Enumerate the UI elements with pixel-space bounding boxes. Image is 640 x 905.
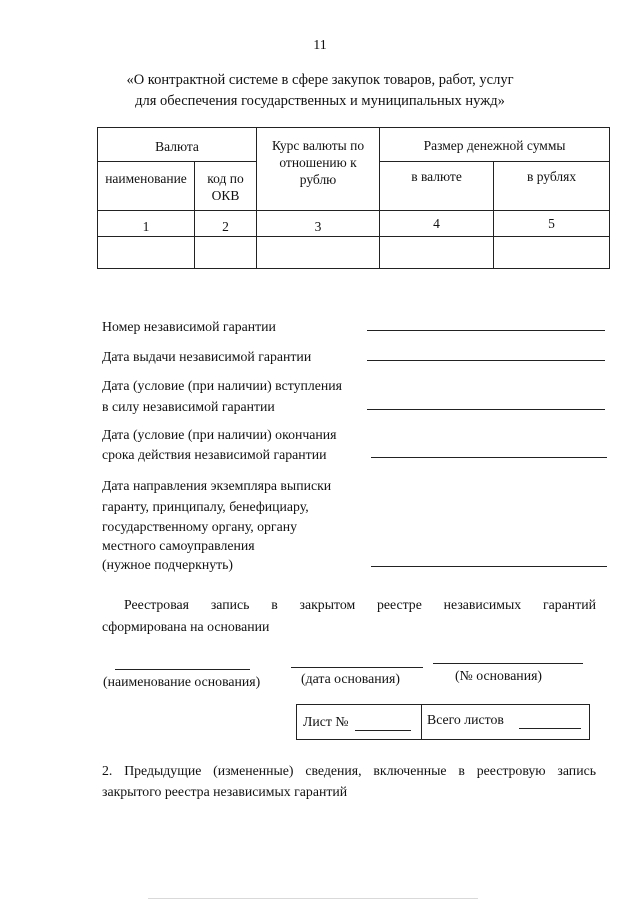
currency-table xyxy=(97,127,610,269)
guarantee-number-label: Номер независимой гарантии xyxy=(102,319,276,334)
guarantee-number-line xyxy=(367,330,605,331)
header-amount: Размер денежной суммы xyxy=(380,128,610,162)
total-sheets-line xyxy=(519,728,581,729)
sheet-number-line xyxy=(355,730,411,731)
issue-date-label: Дата выдачи независимой гарантии xyxy=(102,349,312,364)
sheet-box-divider xyxy=(421,705,422,739)
registry-text-line-1: Реестровая запись в закрытом реестре независимых гарантий xyxy=(124,597,596,612)
basis-date-caption: (дата основания) xyxy=(301,671,400,686)
header-in-currency: в валюте xyxy=(380,162,494,211)
send-date-label-line-1: Дата направления экземпляра выписки xyxy=(102,478,332,493)
table-cell-empty xyxy=(257,237,380,269)
column-number-3: 3 xyxy=(257,211,380,237)
page-number: 11 xyxy=(313,38,327,53)
header-exchange-rate: Курс валюты по отношению к рублю xyxy=(257,128,380,211)
sheet-count-box xyxy=(296,704,590,740)
column-number-2: 2 xyxy=(195,211,257,237)
end-date-label-line-1: Дата (условие (при наличии) окончания xyxy=(102,427,337,442)
column-number-1: 1 xyxy=(98,211,195,237)
column-number-5: 5 xyxy=(494,211,610,237)
issue-date-line xyxy=(367,360,605,361)
basis-number-caption: (№ основания) xyxy=(455,668,543,683)
table-cell-empty xyxy=(195,237,257,269)
section-2-line-2: закрытого реестра независимых гарантий xyxy=(102,784,348,799)
send-date-label-line-3: государственному органу, органу xyxy=(102,519,298,534)
entry-date-line xyxy=(367,409,605,410)
entry-date-label-line-2: в силу независимой гарантии xyxy=(102,399,275,414)
end-date-label-line-2: срока действия независимой гарантии xyxy=(102,447,327,462)
send-date-label-line-2: гаранту, принципалу, бенефициару, xyxy=(102,499,309,514)
section-2-line-1: 2. Предыдущие (измененные) сведения, включенные в реестровую запись xyxy=(102,763,596,778)
basis-name-line xyxy=(115,669,250,670)
send-date-label-line-5: (нужное подчеркнуть) xyxy=(102,557,234,572)
end-date-line xyxy=(371,457,607,458)
header-currency: Валюта xyxy=(98,128,257,162)
entry-date-label-line-1: Дата (условие (при наличии) вступления xyxy=(102,378,342,393)
document-title-line-2: для обеспечения государственных и муниципальных нужд» xyxy=(135,93,505,109)
basis-name-caption: (наименование основания) xyxy=(103,674,261,689)
column-number-4: 4 xyxy=(380,211,494,237)
table-cell-empty xyxy=(98,237,195,269)
total-sheets-label: Всего листов xyxy=(427,712,504,727)
basis-date-line xyxy=(291,667,423,668)
registry-text-line-2: сформирована на основании xyxy=(102,619,270,634)
header-in-rubles: в рублях xyxy=(494,162,610,211)
table-cell-empty xyxy=(494,237,610,269)
basis-number-line xyxy=(433,663,583,664)
send-date-label-line-4: местного самоуправления xyxy=(102,538,255,553)
send-date-line xyxy=(371,566,607,567)
header-currency-name: наименование xyxy=(98,162,195,211)
sheet-number-label: Лист № xyxy=(303,714,349,729)
header-currency-code: код по ОКВ xyxy=(195,162,257,211)
document-title-line-1: «О контрактной системе в сфере закупок товаров, работ, услуг xyxy=(126,72,514,88)
scan-bottom-edge xyxy=(148,898,478,899)
table-cell-empty xyxy=(380,237,494,269)
